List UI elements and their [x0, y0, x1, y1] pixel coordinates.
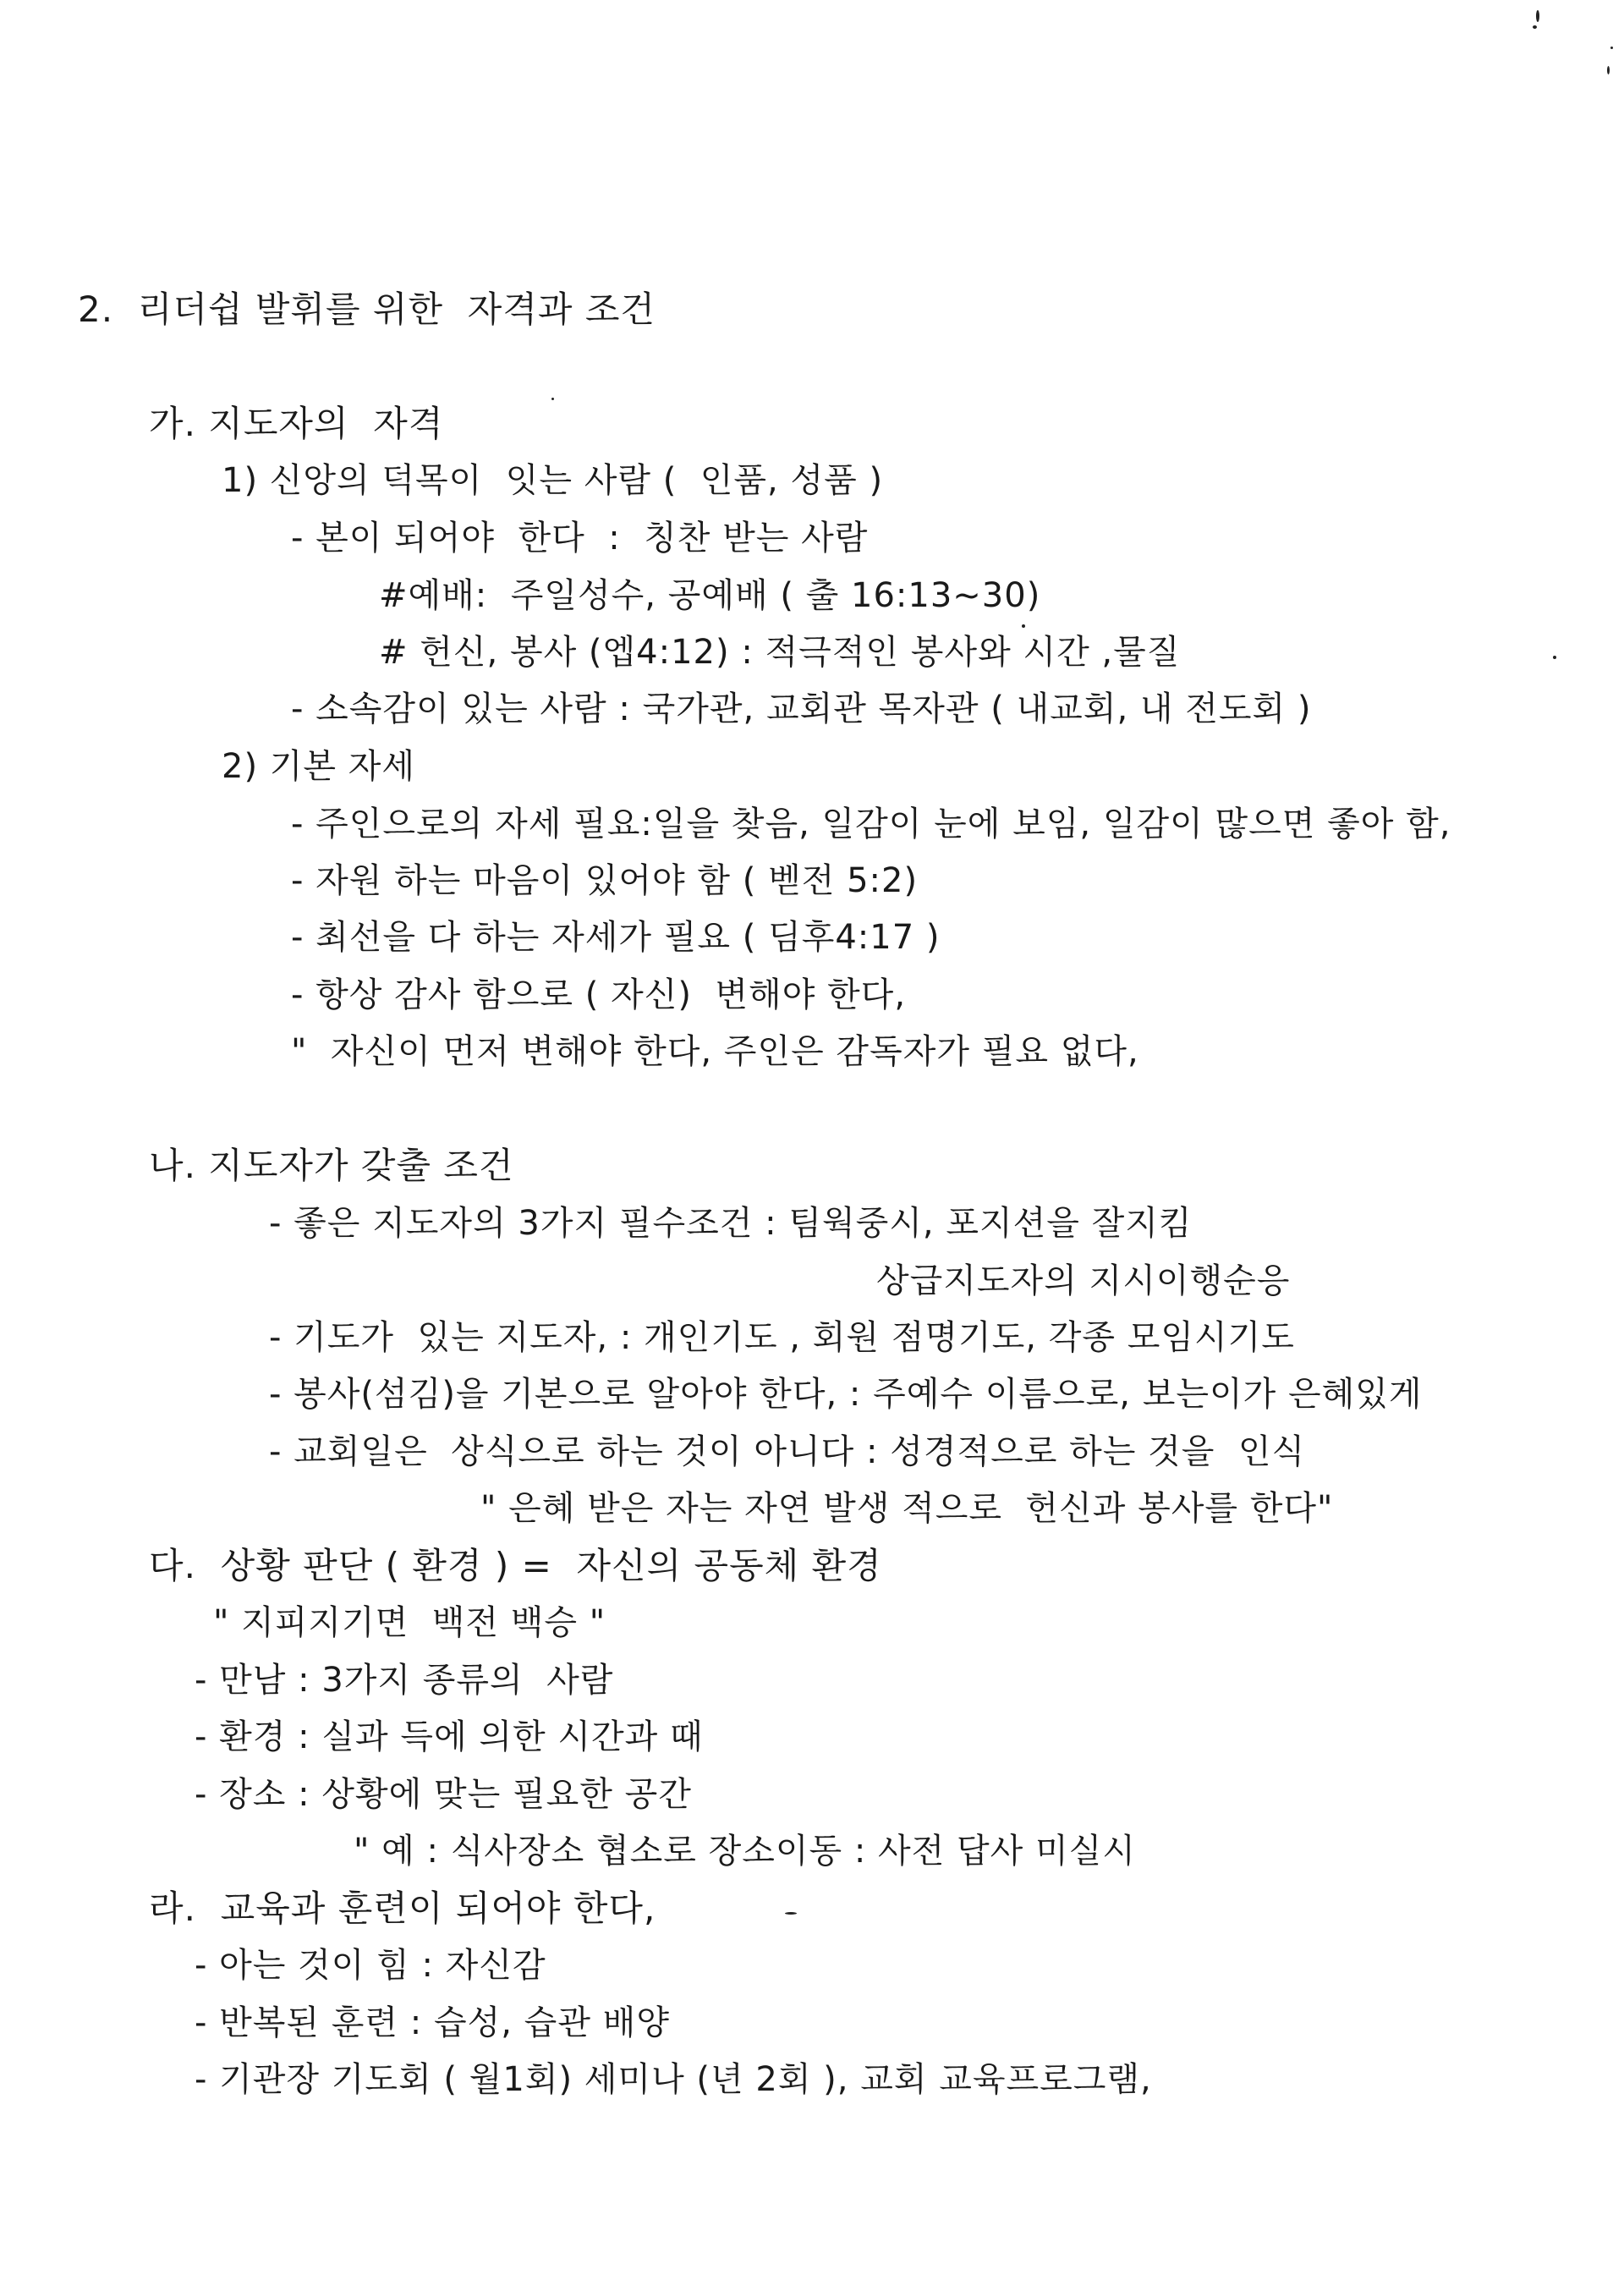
da-example: " 예 : 식사장소 협소로 장소이동 : 사전 답사 미실시 — [354, 1832, 1136, 1871]
item-1-title: 1) 신앙의 덕목이 잇는 사람 ( 인품, 성품 ) — [222, 461, 884, 500]
item-2-line: - 항상 감사 함으로 ( 자신) 변해야 한다, — [291, 975, 907, 1014]
da-place: - 장소 : 상황에 맞는 필요한 공간 — [195, 1775, 692, 1814]
na-service: - 봉사(섬김)을 기본으로 알아야 한다, : 주예수 이름으로, 보는이가 은혜있게 — [269, 1375, 1423, 1414]
na-prayer: - 기도가 있는 지도자, : 개인기도 , 회원 점명기도, 각종 모임시기도 — [269, 1318, 1295, 1357]
ra-programs: - 기관장 기도회 ( 월1회) 세미나 (년 2회 ), 교회 교육프로그램, — [195, 2060, 1152, 2099]
item-1-sub-1: - 본이 되어야 한다 : 칭찬 받는 사람 — [291, 519, 869, 558]
item-2-line: - 최선을 다 하는 자세가 필요 ( 딤후4:17 ) — [291, 918, 941, 957]
scan-speck — [1607, 66, 1610, 74]
item-2-line: - 주인으로의 자세 필요:일을 찾음, 일감이 눈에 보임, 일감이 많으면 좋아 함, — [291, 805, 1451, 844]
ra-training: - 반복된 훈련 : 습성, 습관 배양 — [195, 2003, 670, 2042]
na-church-work: - 교회일은 상식으로 하는 것이 아니다 : 성경적으로 하는 것을 인식 — [269, 1432, 1306, 1471]
subsection-heading-da: 다. 상황 판단 ( 환경 ) = 자신의 공동체 환경 — [149, 1545, 882, 1586]
da-quote: " 지피지기면 백전 백승 " — [213, 1603, 606, 1642]
da-meeting: - 만남 : 3가지 종류의 사람 — [195, 1661, 614, 1700]
scan-speck — [1553, 656, 1556, 659]
scan-speck — [1536, 10, 1539, 22]
na-conditions: - 좋은 지도자의 3가지 필수조건 : 팀웍중시, 포지션을 잘지킴 — [269, 1204, 1193, 1243]
subsection-heading-ra: 라. 교육과 훈련이 되어야 한다, — [149, 1888, 656, 1929]
scan-speck — [1533, 25, 1537, 29]
section-title: 2. 리더쉽 발휘를 위한 자격과 조건 — [78, 288, 656, 330]
item-1-devotion: # 헌신, 봉사 (엡4:12) : 적극적인 봉사와 시간 ,물질 — [379, 633, 1181, 672]
scan-speck — [1022, 624, 1025, 628]
scan-speck — [785, 1912, 797, 1915]
ra-knowledge: - 아는 것이 힘 : 자신감 — [195, 1946, 546, 1985]
item-1-sub-2: - 소속감이 있는 사람 : 국가관, 교회관 목자관 ( 내교회, 내 전도회 ) — [291, 690, 1312, 728]
na-quote: " 은혜 받은 자는 자연 발생 적으로 헌신과 봉사를 한다" — [480, 1489, 1334, 1528]
subsection-heading-ga: 가. 지도자의 자격 — [149, 403, 444, 444]
subsection-heading-na: 나. 지도자가 갖출 조건 — [149, 1145, 514, 1186]
item-2-line: " 자신이 먼저 변해야 한다, 주인은 감독자가 필요 없다, — [291, 1032, 1139, 1071]
item-2-title: 2) 기본 자세 — [222, 747, 416, 786]
item-1-worship: #예배: 주일성수, 공예배 ( 출 16:13~30) — [379, 576, 1041, 615]
item-2-line: - 자원 하는 마음이 있어야 함 ( 벧전 5:2) — [291, 861, 919, 900]
scan-speck — [551, 398, 554, 400]
scan-speck — [1610, 47, 1613, 49]
da-environment: - 환경 : 실과 득에 의한 시간과 때 — [195, 1717, 704, 1756]
na-conditions-continued: 상급지도자의 지시이행순응 — [876, 1261, 1291, 1300]
